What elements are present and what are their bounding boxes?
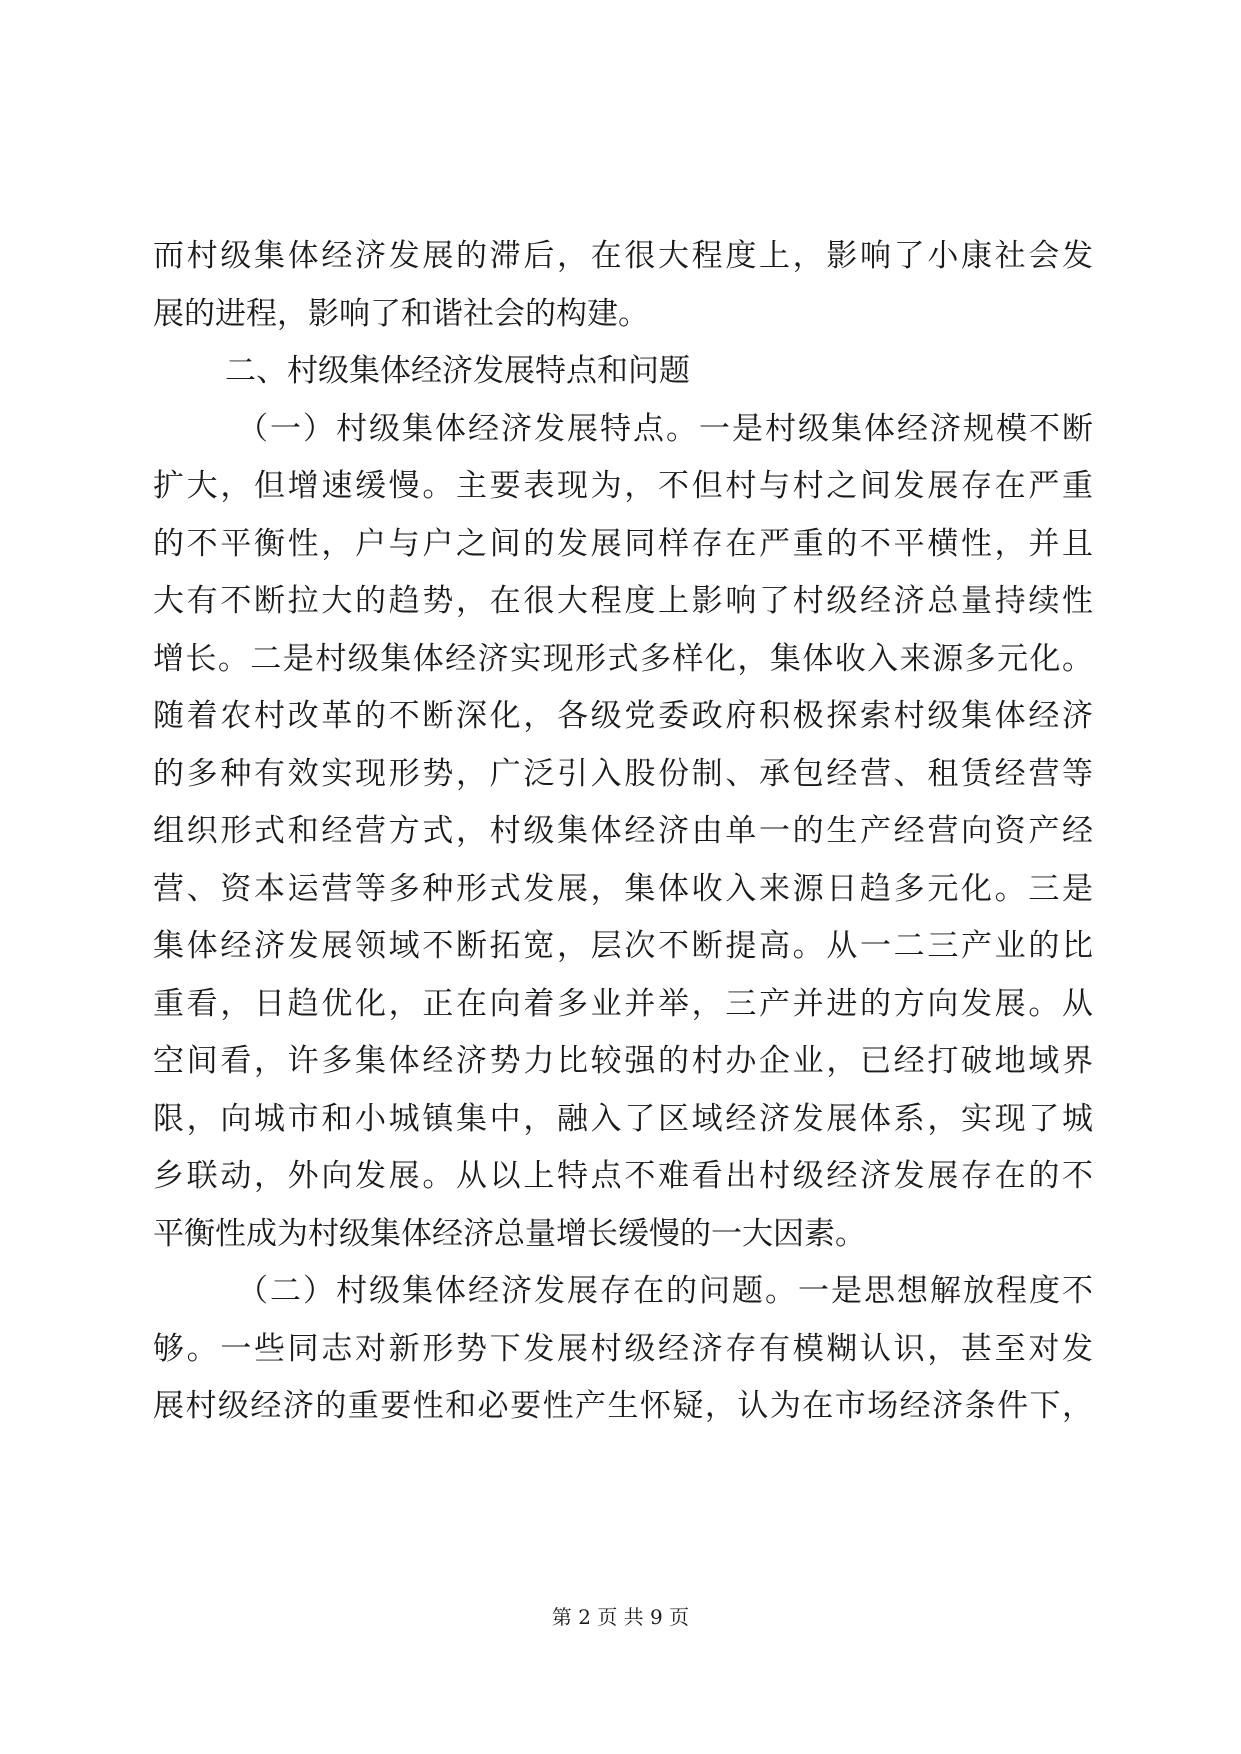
text-line: 限，向城市和小城镇集中，融入了区域经济发展体系，实现了城 [153, 1100, 1093, 1137]
text-line: 随着农村改革的不断深化，各级党委政府积极探索村级集体经济 [153, 698, 1093, 734]
text-line: 平衡性成为村级集体经济总量增长缓慢的一大因素。 [153, 1215, 866, 1252]
paragraph-first-line: （二）村级集体经济发展存在的问题。一是思想解放程度不 [237, 1273, 1093, 1309]
text-line: 增长。二是村级集体经济实现形式多样化，集体收入来源多元化。 [153, 640, 1093, 677]
text-line: 扩大，但增速缓慢。主要表现为，不但村与村之间发展存在严重 [153, 468, 1093, 504]
text-line: 组织形式和经营方式，村级集体经济由单一的生产经营向资产经 [153, 813, 1093, 849]
text-line: 集体经济发展领域不断拓宽，层次不断提高。从一二三产业的比 [153, 928, 1093, 964]
text-line: 乡联动，外向发展。从以上特点不难看出村级经济发展存在的不 [153, 1158, 1093, 1194]
text-line: 而村级集体经济发展的滞后，在很大程度上，影响了小康社会发 [153, 238, 1093, 274]
text-line: 大有不断拉大的趋势，在很大程度上影响了村级经济总量持续性 [153, 583, 1093, 619]
document-body [153, 228, 1093, 1436]
text-line: 的多种有效实现形势，广泛引入股份制、承包经营、租赁经营等 [153, 755, 1093, 792]
text-line: 够。一些同志对新形势下发展村级经济存有模糊认识，甚至对发 [153, 1330, 1093, 1367]
text-line: 重看，日趋优化，正在向着多业并举，三产并进的方向发展。从 [153, 985, 1093, 1022]
text-line: 营、资本运营等多种形式发展，集体收入来源日趋多元化。三是 [153, 870, 1093, 907]
text-line: 空间看，许多集体经济势力比较强的村办企业，已经打破地域界 [153, 1043, 1093, 1079]
page-number-footer: 第 2 页 共 9 页 [551, 1605, 690, 1629]
paragraph-first-line: （一）村级集体经济发展特点。一是村级集体经济规模不断 [237, 410, 1093, 447]
section-heading: 二、村级集体经济发展特点和问题 [225, 353, 690, 389]
text-line: 展村级经济的重要性和必要性产生怀疑，认为在市场经济条件下， [153, 1388, 1093, 1424]
text-line: 的不平衡性，户与户之间的发展同样存在严重的不平横性，并且 [153, 525, 1093, 562]
text-line: 展的进程，影响了和谐社会的构建。 [153, 295, 649, 332]
